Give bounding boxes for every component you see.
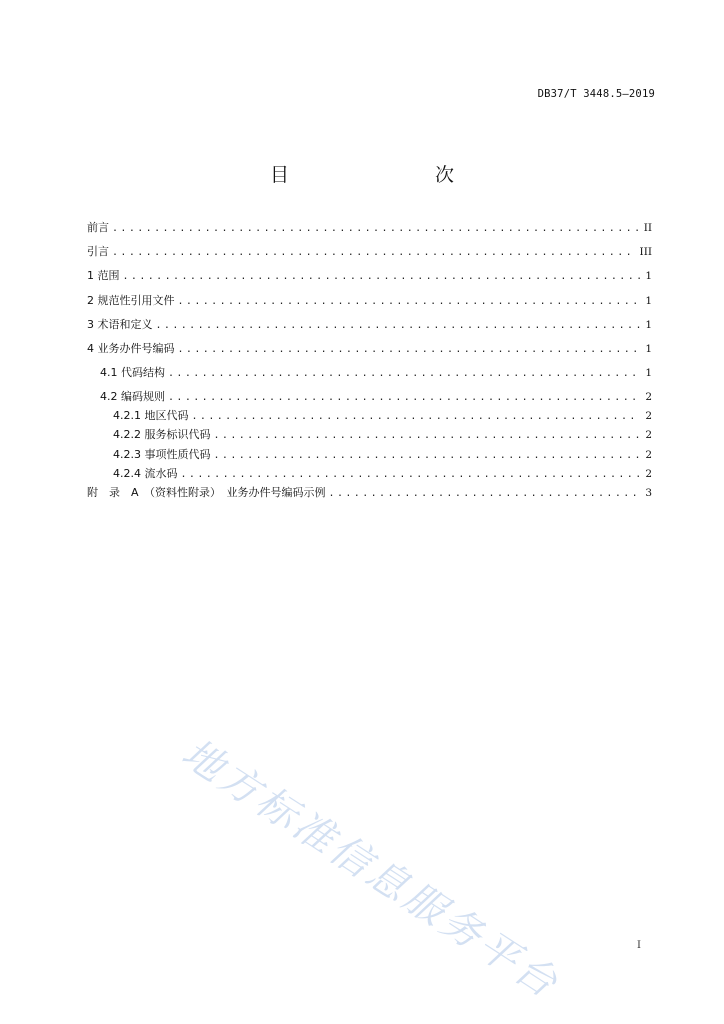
toc-entry-page: 1 [645, 318, 652, 331]
toc-entry-page: 2 [645, 448, 652, 461]
standard-code: DB37/T 3448.5—2019 [537, 88, 655, 100]
toc-leader-dots [123, 271, 641, 282]
toc-entry-label: 4 业务办件号编码 [87, 341, 175, 355]
toc-entry-coding-rules[interactable] [87, 388, 652, 407]
toc-entry-page: 1 [645, 367, 652, 380]
toc-entry-label: 附 录 A （资料性附录） 业务办件号编码示例 [87, 486, 326, 500]
toc-entry-page: II [643, 222, 652, 234]
toc-entry-label: 3 术语和定义 [87, 317, 153, 331]
toc-entry-introduction[interactable] [87, 243, 652, 267]
toc-entry-label: 4.2.3 事项性质代码 [113, 447, 211, 461]
toc-entry-page: 1 [645, 270, 652, 283]
toc-entry-page: 2 [645, 429, 652, 442]
toc-entry-scope[interactable] [87, 267, 652, 291]
toc-leader-dots [178, 344, 641, 355]
toc-entry-label: 1 范围 [87, 269, 120, 283]
toc-leader-dots [156, 320, 641, 331]
toc-entry-label: 4.2.2 服务标识代码 [113, 428, 211, 442]
toc-leader-dots [214, 430, 641, 441]
toc-entry-normative-references[interactable] [87, 292, 652, 316]
watermark: 地方标准信息服务平台 [173, 730, 568, 1009]
toc-entry-label: 4.2.1 地区代码 [113, 409, 189, 423]
toc-leader-dots [181, 469, 641, 480]
page-title: 目 次 [269, 164, 490, 186]
toc-entry-page: 2 [645, 410, 652, 423]
toc-entry-foreword[interactable] [87, 219, 652, 243]
toc-entry-appendix-a[interactable] [87, 484, 652, 506]
toc-leader-dots [112, 247, 636, 258]
toc-entry-page: 2 [645, 468, 652, 481]
toc-entry-label: 2 规范性引用文件 [87, 293, 175, 307]
table-of-contents [87, 219, 652, 506]
toc-entry-label: 4.2 编码规则 [100, 390, 165, 404]
toc-entry-business-number-coding[interactable] [87, 340, 652, 364]
toc-entry-code-structure[interactable] [87, 364, 652, 388]
page-number: I [637, 940, 641, 951]
toc-leader-dots [192, 411, 641, 422]
toc-entry-label: 前言 [87, 221, 109, 234]
toc-entry-label: 4.2.4 流水码 [113, 467, 178, 481]
toc-entry-label: 4.1 代码结构 [100, 366, 165, 380]
toc-entry-label: 引言 [87, 245, 109, 259]
toc-leader-dots [168, 392, 640, 403]
toc-entry-item-nature-code[interactable] [87, 446, 652, 465]
toc-entry-terms-definitions[interactable] [87, 316, 652, 340]
toc-leader-dots [329, 488, 640, 499]
toc-entry-region-code[interactable] [87, 407, 652, 426]
toc-leader-dots [214, 450, 641, 461]
toc-entry-page: 2 [645, 391, 652, 404]
toc-leader-dots [112, 223, 640, 234]
toc-leader-dots [178, 296, 641, 307]
toc-entry-page: III [639, 246, 652, 259]
toc-entry-page: 3 [645, 487, 652, 500]
toc-entry-service-id-code[interactable] [87, 426, 652, 445]
toc-leader-dots [168, 368, 640, 379]
toc-entry-serial-code[interactable] [87, 465, 652, 484]
toc-entry-page: 1 [645, 294, 652, 307]
toc-entry-page: 1 [645, 342, 652, 355]
